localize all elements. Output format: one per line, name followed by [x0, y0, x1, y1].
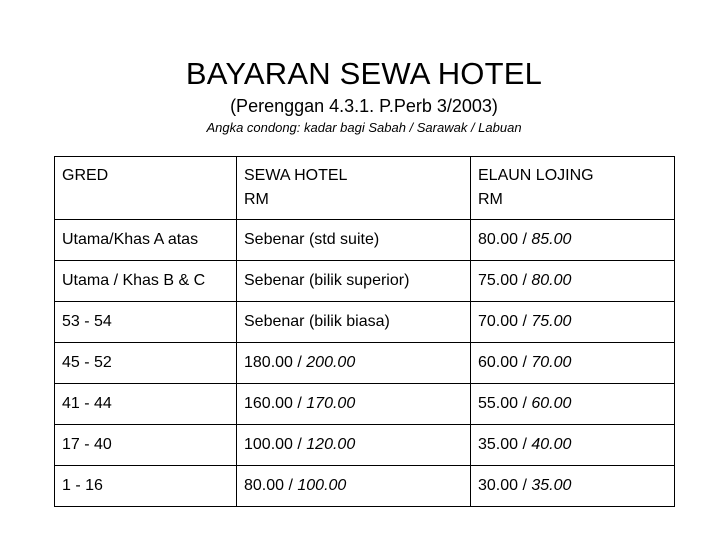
header-sewa-hotel [237, 157, 471, 220]
cell-elaun-value: 60.00 / [478, 354, 532, 371]
cell-elaun-italic-value: 70.00 [531, 354, 572, 371]
cell-elaun-value: 30.00 / [478, 477, 532, 494]
cell-elaun-italic-value: 60.00 [531, 395, 572, 412]
table-row [55, 466, 675, 507]
table-row [55, 302, 675, 343]
cell-gred [55, 466, 237, 507]
cell-sewa-italic-value: 200.00 [306, 354, 356, 371]
table-row [55, 220, 675, 261]
cell-gred-value: 1 - 16 [62, 477, 103, 494]
cell-sewa-value: 80.00 / [244, 477, 298, 494]
cell-elaun-italic-value: 75.00 [531, 313, 572, 330]
cell-gred-value: 53 - 54 [62, 313, 112, 330]
page-subtitle: (Perenggan 4.3.1. P.Perb 3/2003) [230, 96, 498, 116]
cell-sewa [237, 425, 471, 466]
header-elaun-unit: RM [478, 191, 503, 208]
cell-sewa-italic-value: 170.00 [306, 395, 356, 412]
cell-elaun [471, 384, 675, 425]
cell-gred [55, 261, 237, 302]
cell-elaun [471, 302, 675, 343]
cell-sewa [237, 261, 471, 302]
cell-elaun-italic-value: 85.00 [531, 231, 572, 248]
cell-elaun [471, 343, 675, 384]
cell-gred-value: 17 - 40 [62, 436, 112, 453]
table-header-row [55, 157, 675, 220]
cell-sewa [237, 302, 471, 343]
cell-sewa-value: Sebenar (std suite) [244, 231, 380, 248]
cell-gred [55, 425, 237, 466]
table-row [55, 384, 675, 425]
cell-sewa [237, 384, 471, 425]
cell-gred-value: Utama / Khas B & C [62, 272, 206, 289]
cell-elaun-value: 80.00 / [478, 231, 532, 248]
cell-sewa-value: Sebenar (bilik biasa) [244, 313, 390, 330]
cell-sewa-value: 100.00 / [244, 436, 307, 453]
cell-elaun-value: 75.00 / [478, 272, 532, 289]
cell-gred [55, 384, 237, 425]
cell-gred [55, 302, 237, 343]
cell-sewa-value: Sebenar (bilik superior) [244, 272, 410, 289]
header-elaun-label: ELAUN LOJING [478, 167, 594, 184]
cell-elaun-value: 35.00 / [478, 436, 532, 453]
cell-elaun-italic-value: 35.00 [531, 477, 572, 494]
header-sewa-label: SEWA HOTEL [244, 167, 348, 184]
cell-sewa [237, 220, 471, 261]
table-row [55, 261, 675, 302]
cell-sewa [237, 343, 471, 384]
cell-sewa [237, 466, 471, 507]
cell-elaun [471, 425, 675, 466]
cell-elaun-value: 55.00 / [478, 395, 532, 412]
header-sewa-unit: RM [244, 191, 269, 208]
page-title: BAYARAN SEWA HOTEL [185, 56, 543, 91]
table-row [55, 425, 675, 466]
header-gred-label: GRED [62, 167, 109, 184]
rates-table [54, 156, 675, 507]
header-elaun-lojing [471, 157, 675, 220]
cell-elaun-italic-value: 80.00 [531, 272, 572, 289]
cell-gred-value: 45 - 52 [62, 354, 112, 371]
cell-sewa-value: 180.00 / [244, 354, 307, 371]
cell-elaun [471, 261, 675, 302]
cell-sewa-italic-value: 120.00 [306, 436, 356, 453]
cell-sewa-value: 160.00 / [244, 395, 307, 412]
italic-note: Angka condong: kadar bagi Sabah / Sarawak / Labuan [206, 120, 522, 135]
header-gred [55, 157, 237, 220]
cell-gred [55, 343, 237, 384]
cell-elaun [471, 220, 675, 261]
cell-gred [55, 220, 237, 261]
table-row [55, 343, 675, 384]
cell-sewa-italic-value: 100.00 [297, 477, 347, 494]
cell-gred-value: 41 - 44 [62, 395, 112, 412]
cell-elaun [471, 466, 675, 507]
table-body [55, 220, 675, 507]
cell-elaun-value: 70.00 / [478, 313, 532, 330]
cell-elaun-italic-value: 40.00 [531, 436, 572, 453]
cell-gred-value: Utama/Khas A atas [62, 231, 199, 248]
